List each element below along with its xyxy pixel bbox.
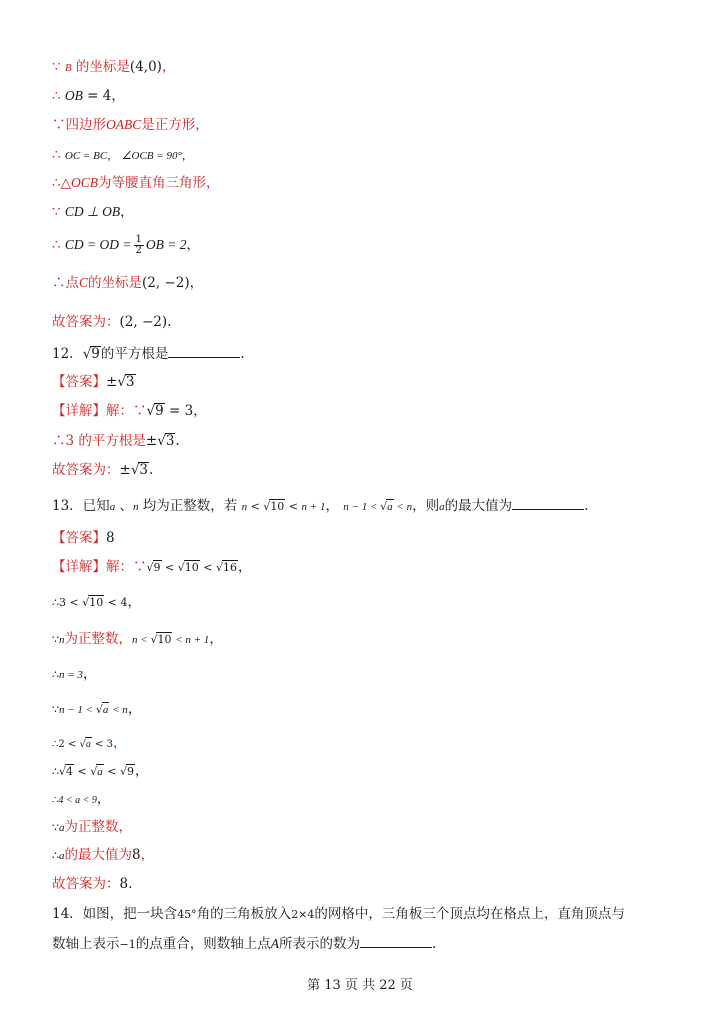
line-square: ∵四边形OABC是正方形，: [52, 117, 209, 133]
step-13-6: ∴√4 < √a < √9，: [52, 763, 149, 779]
line-isosceles: ∴△OCB为等腰直角三角形，: [52, 175, 220, 191]
line-cd-od: ∴ CD = OD = $\frac{1}{2}$ OB = 2，: [52, 234, 200, 256]
answer-blank: [360, 934, 432, 948]
fraction-half: $\frac{1}{2}$: [135, 234, 142, 256]
detail-13: 【详解】解：∵√9 < √10 < √16，: [52, 559, 252, 575]
step-13-7: ∴4 < a < 9，: [52, 791, 111, 807]
line-c-coordinate: ∴点C的坐标是(2, −2)，: [52, 275, 204, 291]
line-oc-bc: ∴ OC = BC， ∠OCB = 90°，: [52, 147, 193, 163]
because-symbol: ∵: [52, 59, 61, 75]
answer-blank: [512, 496, 584, 510]
page-footer: 第 13 页 共 22 页: [307, 978, 413, 993]
question-14-line-2: 数轴上表示−1的点重合，则数轴上点A所表示的数为 .: [52, 936, 437, 952]
step-13-4: ∵n − 1 < √a < n，: [52, 701, 142, 717]
step-13-5: ∴2 < √a < 3，: [52, 735, 127, 751]
answer-12: 【答案】±√3: [52, 374, 135, 390]
line-perpendicular: ∵ CD ⊥ OB，: [52, 204, 134, 220]
question-14-line-1: 14．如图，把一块含45°角的三角板放入2×4的网格中，三角板三个顶点均在格点上，直角顶点与: [52, 906, 625, 922]
detail-12: 【详解】解：∵√9 = 3，: [52, 403, 207, 419]
step-13-2: ∵n为正整数，n < √10 < n + 1，: [52, 631, 223, 647]
step-13-3: ∴n = 3，: [52, 666, 97, 682]
line-answer-11: 故答案为：(2, −2).: [52, 314, 172, 330]
question-12: 12．√9的平方根是 .: [52, 346, 245, 362]
answer-13: 【答案】8: [52, 530, 115, 546]
line-b-coordinate: ∵ B 的坐标是(4,0)，: [52, 59, 176, 75]
step-12: ∴3 的平方根是±√3.: [52, 433, 180, 449]
step-13-9: ∴a的最大值为8，: [52, 847, 155, 863]
answer-blank: [168, 344, 240, 358]
step-13-1: ∴3 < √10 < 4，: [52, 594, 141, 610]
final-12: 故答案为：±√3.: [52, 462, 154, 478]
final-13: 故答案为：8.: [52, 876, 133, 892]
line-ob: ∴ OB = 4，: [52, 88, 125, 104]
question-13: 13．已知a 、n 均为正整数，若 n < √10 < n + 1， n − 1 < √a < n，则a的最大值为 .: [52, 498, 589, 514]
step-13-8: ∵a为正整数，: [52, 819, 132, 835]
